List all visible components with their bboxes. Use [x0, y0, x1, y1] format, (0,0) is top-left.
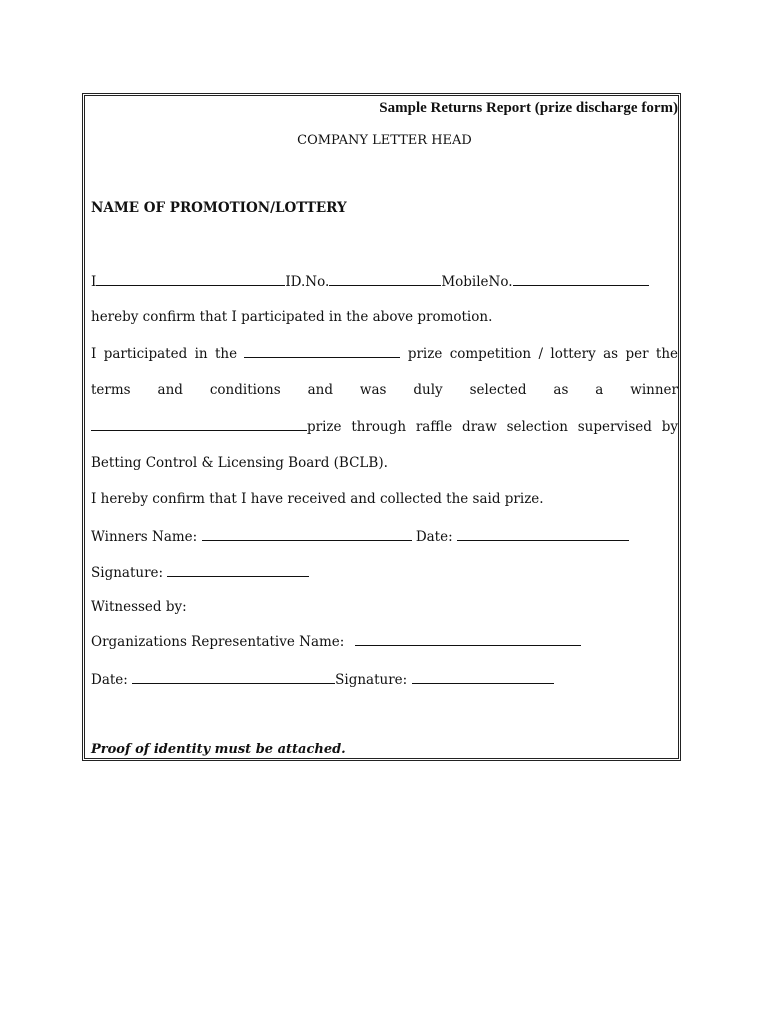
witnessed-by-heading: Witnessed by: [91, 599, 187, 615]
representative-name-blank[interactable] [355, 632, 581, 646]
identity-line [91, 272, 678, 291]
prize-blank[interactable] [91, 417, 307, 431]
mobile-number-label: MobileNo. [441, 274, 513, 290]
id-number-label: ID.No. [285, 274, 330, 290]
promotion-heading: NAME OF PROMOTION/LOTTERY [91, 200, 347, 216]
id-number-blank[interactable] [329, 272, 441, 286]
identity-prefix: I [91, 274, 97, 290]
witness-date-label: Date: [91, 672, 128, 688]
raffle-line [91, 417, 678, 436]
winner-signature-label: Signature: [91, 565, 164, 581]
representative-name-row [91, 632, 678, 651]
representative-name-label: Organizations Representative Name: [91, 634, 345, 650]
competition-blank[interactable] [244, 344, 400, 358]
winner-name-label: Winners Name: [91, 529, 198, 545]
participation-confirm-text: hereby confirm that I participated in the above promotion. [91, 309, 493, 325]
participated-suffix: prize competition / lottery as per the [407, 346, 679, 362]
name-blank[interactable] [96, 272, 285, 286]
received-line: I hereby confirm that I have received and collected the said prize. [91, 491, 544, 507]
witness-signature-label: Signature: [335, 672, 408, 688]
company-letter-head: COMPANY LETTER HEAD [297, 133, 472, 148]
participated-prefix: I participated in the [91, 346, 238, 362]
winner-name-row [91, 527, 678, 546]
witness-signature-blank[interactable] [412, 670, 554, 684]
participated-line [91, 344, 678, 363]
witness-date-signature-row [91, 670, 678, 689]
witness-date-blank[interactable] [132, 670, 335, 684]
raffle-suffix: prize through raffle draw selection supervised by [307, 419, 678, 435]
bclb-line: Betting Control & Licensing Board (BCLB). [91, 455, 388, 471]
winner-name-blank[interactable] [202, 527, 412, 541]
proof-of-identity-note: Proof of identity must be attached. [91, 742, 346, 757]
report-title: Sample Returns Report (prize discharge form) [379, 100, 678, 116]
winner-date-blank[interactable] [457, 527, 629, 541]
winner-signature-row [91, 563, 678, 582]
winner-date-label: Date: [415, 529, 453, 545]
terms-line: terms and conditions and was duly selected as a winner [91, 382, 678, 398]
winner-signature-blank[interactable] [167, 563, 309, 577]
mobile-number-blank[interactable] [513, 272, 649, 286]
